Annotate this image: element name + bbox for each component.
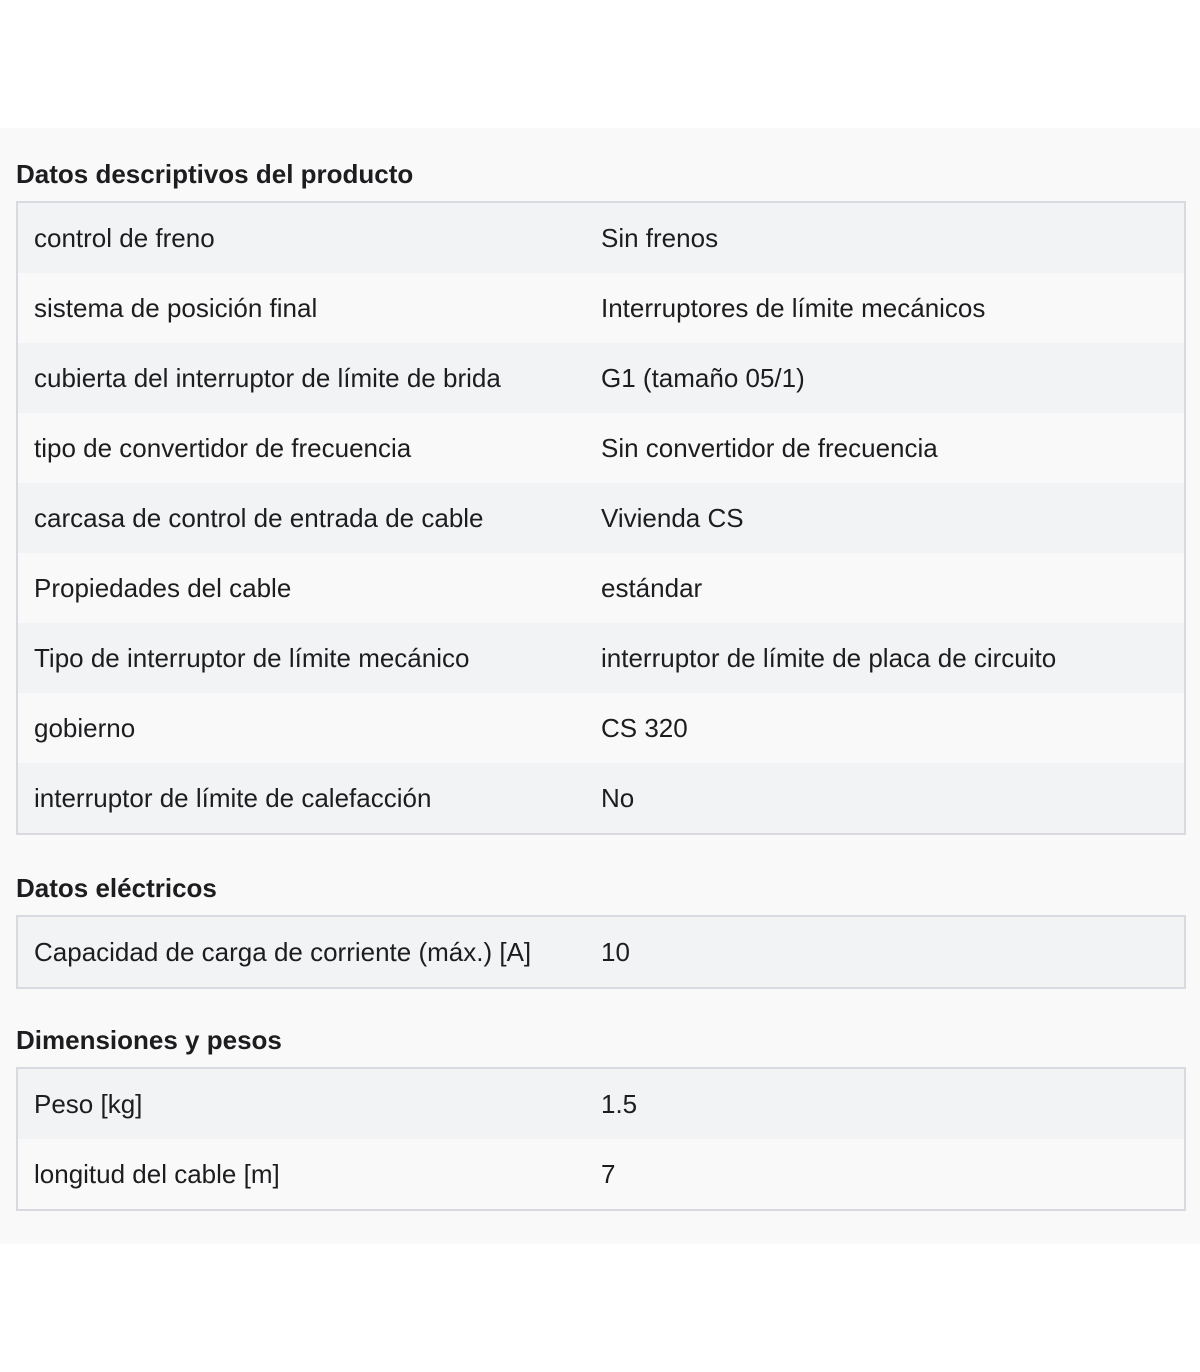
section-title-electrical: Datos eléctricos (16, 873, 217, 903)
table-row (18, 1139, 1184, 1209)
table-row (18, 273, 1184, 343)
spec-value: 1.5 (601, 1089, 638, 1119)
table-row (18, 917, 1184, 987)
spec-label: sistema de posición final (34, 293, 318, 323)
spec-value: Vivienda CS (601, 503, 744, 533)
section-title-descriptive: Datos descriptivos del producto (16, 159, 414, 189)
table-row (18, 413, 1184, 483)
spec-table-electrical (16, 915, 1186, 989)
spec-label: interruptor de límite de calefacción (34, 783, 432, 813)
spec-value: Sin frenos (601, 223, 719, 253)
table-row (18, 483, 1184, 553)
table-row (18, 1069, 1184, 1139)
spec-value: No (601, 783, 635, 813)
spec-label: longitud del cable [m] (34, 1159, 280, 1189)
spec-value: Interruptores de límite mecánicos (601, 293, 986, 323)
spec-value: estándar (601, 573, 703, 603)
spec-table-descriptive (16, 201, 1186, 835)
spec-label: Capacidad de carga de corriente (máx.) [A] (34, 937, 532, 967)
table-row (18, 763, 1184, 833)
spec-label: Tipo de interruptor de límite mecánico (34, 643, 470, 673)
spec-value: 7 (601, 1159, 616, 1189)
spec-value: CS 320 (601, 713, 688, 743)
section-title-dimensions: Dimensiones y pesos (16, 1025, 282, 1055)
spec-value: 10 (601, 937, 630, 967)
table-row (18, 203, 1184, 273)
spec-label: cubierta del interruptor de límite de brida (34, 363, 501, 393)
spec-label: tipo de convertidor de frecuencia (34, 433, 412, 463)
spec-label: gobierno (34, 713, 136, 743)
spec-value: interruptor de límite de placa de circuito (601, 643, 1057, 673)
spec-value: G1 (tamaño 05/1) (601, 363, 805, 393)
spec-value: Sin convertidor de frecuencia (601, 433, 938, 463)
table-row (18, 693, 1184, 763)
spec-label: control de freno (34, 223, 215, 253)
table-row (18, 343, 1184, 413)
spec-table-dimensions (16, 1067, 1186, 1211)
spec-label: Peso [kg] (34, 1089, 143, 1119)
spec-label: carcasa de control de entrada de cable (34, 503, 484, 533)
table-row (18, 623, 1184, 693)
table-row (18, 553, 1184, 623)
spec-label: Propiedades del cable (34, 573, 292, 603)
